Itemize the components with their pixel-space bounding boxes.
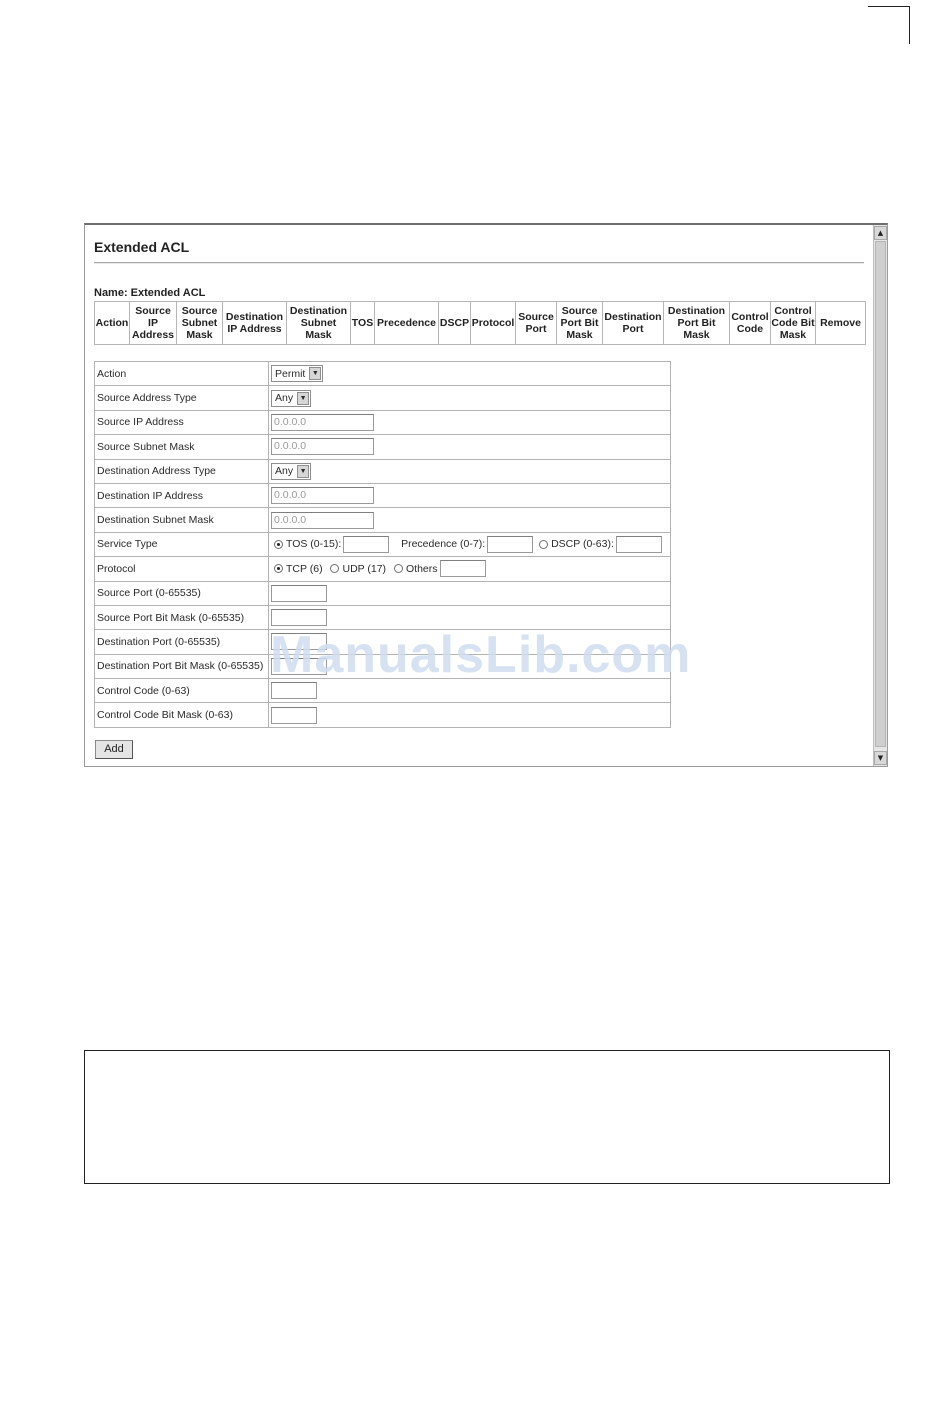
scrollbar-thumb[interactable] — [875, 241, 886, 747]
source-mask-input[interactable]: 0.0.0.0 — [271, 438, 374, 455]
dest-address-type-select[interactable] — [271, 463, 311, 480]
others-protocol-input[interactable] — [440, 560, 486, 577]
control-code-label: Control Code (0-63) — [95, 679, 269, 703]
acl-name-label: Name: — [94, 287, 128, 299]
col-dest-port: Destination Port — [603, 302, 664, 345]
source-ip-label: Source IP Address — [95, 410, 269, 434]
page-title: Extended ACL — [94, 239, 190, 255]
control-code-mask-label: Control Code Bit Mask (0-63) — [95, 703, 269, 727]
source-mask-label: Source Subnet Mask — [95, 435, 269, 459]
form-row-service-type — [95, 532, 671, 556]
col-control-code-mask: Control Code Bit Mask — [771, 302, 816, 345]
col-dest-mask: Destination Subnet Mask — [287, 302, 351, 345]
dest-mask-input[interactable]: 0.0.0.0 — [271, 512, 374, 529]
form-row-protocol — [95, 557, 671, 581]
col-dest-port-mask: Destination Port Bit Mask — [664, 302, 730, 345]
col-action: Action — [95, 302, 130, 345]
source-port-label: Source Port (0-65535) — [95, 581, 269, 605]
chevron-down-icon: ▼ — [297, 465, 309, 478]
page-corner-mark — [868, 6, 910, 44]
source-port-mask-input[interactable] — [271, 609, 327, 626]
dscp-radio-label: DSCP (0-63): — [551, 538, 614, 551]
acl-name-value: Extended ACL — [130, 287, 206, 299]
acl-name — [94, 287, 205, 299]
form-row-control-code-mask — [95, 703, 671, 727]
add-button[interactable]: Add — [95, 740, 133, 759]
col-dest-ip: Destination IP Address — [223, 302, 287, 345]
dscp-input[interactable] — [616, 536, 662, 553]
col-source-mask: Source Subnet Mask — [177, 302, 223, 345]
source-address-type-label: Source Address Type — [95, 386, 269, 410]
form-row-dest-address-type — [95, 459, 671, 483]
chevron-down-icon: ▼ — [297, 392, 309, 405]
col-protocol: Protocol — [471, 302, 516, 345]
dest-ip-input[interactable]: 0.0.0.0 — [271, 487, 374, 504]
others-radio[interactable] — [394, 564, 403, 573]
form-row-source-ip — [95, 410, 671, 434]
dest-port-mask-label: Destination Port Bit Mask (0-65535) — [95, 654, 269, 678]
precedence-label: Precedence (0-7): — [401, 538, 486, 551]
source-address-type-select[interactable] — [271, 390, 311, 407]
dest-mask-label: Destination Subnet Mask — [95, 508, 269, 532]
dest-address-type-label: Destination Address Type — [95, 459, 269, 483]
scroll-down-arrow-icon[interactable]: ▼ — [874, 751, 887, 765]
col-source-ip: Source IP Address — [130, 302, 177, 345]
source-ip-input[interactable]: 0.0.0.0 — [271, 414, 374, 431]
action-select[interactable] — [271, 365, 323, 382]
form-row-dest-mask — [95, 508, 671, 532]
service-type-label: Service Type — [95, 532, 269, 556]
table-header-row — [95, 302, 866, 345]
chevron-down-icon: ▼ — [309, 367, 321, 380]
tos-input[interactable] — [343, 536, 389, 553]
udp-radio[interactable] — [330, 564, 339, 573]
form-row-source-port — [95, 581, 671, 605]
col-tos: TOS — [351, 302, 375, 345]
udp-radio-label: UDP (17) — [342, 562, 387, 575]
form-row-dest-ip — [95, 483, 671, 507]
dest-port-label: Destination Port (0-65535) — [95, 630, 269, 654]
control-code-mask-input[interactable] — [271, 707, 317, 724]
col-source-port-mask: Source Port Bit Mask — [557, 302, 603, 345]
form-row-source-address-type — [95, 386, 671, 410]
source-address-type-value: Any — [275, 392, 294, 405]
form-row-source-mask — [95, 435, 671, 459]
col-control-code: Control Code — [730, 302, 771, 345]
source-port-input[interactable] — [271, 585, 327, 602]
dest-ip-label: Destination IP Address — [95, 483, 269, 507]
col-remove: Remove — [816, 302, 866, 345]
others-radio-label: Others — [405, 562, 438, 575]
tcp-radio-label: TCP (6) — [286, 562, 323, 575]
col-source-port: Source Port — [516, 302, 557, 345]
watermark: ManualsLib.com — [270, 626, 692, 684]
dscp-radio[interactable] — [539, 540, 548, 549]
title-divider — [94, 262, 864, 264]
col-dscp: DSCP — [439, 302, 471, 345]
action-select-value: Permit — [275, 367, 306, 380]
form-row-action — [95, 362, 671, 386]
scroll-up-arrow-icon[interactable]: ▲ — [874, 226, 887, 240]
extended-acl-window — [84, 223, 888, 767]
source-port-mask-label: Source Port Bit Mask (0-65535) — [95, 605, 269, 629]
tcp-radio[interactable] — [274, 564, 283, 573]
protocol-label: Protocol — [95, 557, 269, 581]
tos-radio-label: TOS (0-15): — [286, 538, 342, 551]
action-label: Action — [95, 362, 269, 386]
precedence-input[interactable] — [487, 536, 533, 553]
dest-address-type-value: Any — [275, 465, 294, 478]
vertical-scrollbar[interactable] — [873, 225, 887, 766]
tos-radio[interactable] — [274, 540, 283, 549]
col-precedence: Precedence — [375, 302, 439, 345]
note-box — [84, 1050, 890, 1184]
acl-rules-table — [94, 301, 866, 345]
